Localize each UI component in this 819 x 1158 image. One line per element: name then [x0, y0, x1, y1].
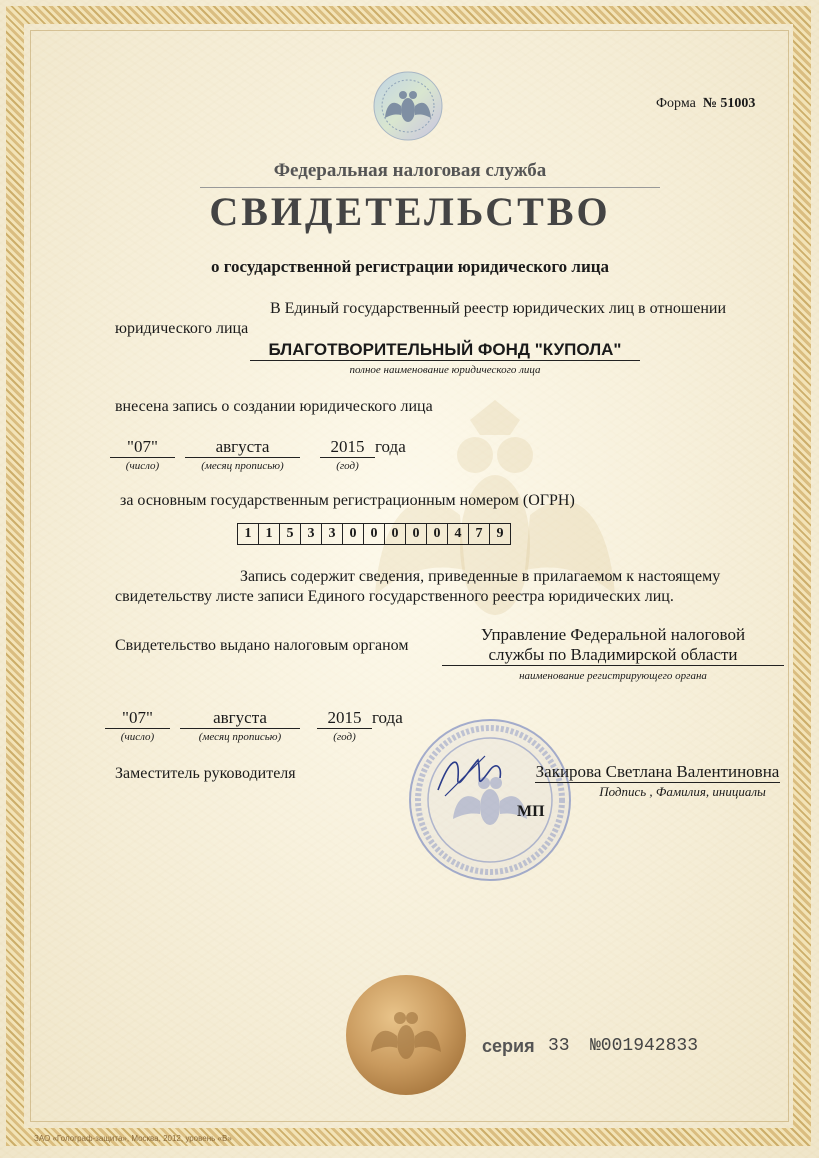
record-month-caption: (месяц прописью) — [201, 460, 284, 472]
record-text: внесена запись о создании юридического лица — [115, 398, 433, 415]
issue-year: 2015 — [317, 708, 372, 729]
serial-series: 33 — [548, 1036, 570, 1056]
document-title: СВИДЕТЕЛЬСТВО — [209, 189, 611, 234]
ogrn-digit: 0 — [405, 524, 426, 544]
gold-foil-seal-icon — [343, 972, 469, 1098]
ogrn-digit: 3 — [321, 524, 342, 544]
ogrn-label: за основным государственным регистрационным номером (ОГРН) — [120, 492, 575, 509]
issue-year-caption: (год) — [333, 731, 356, 743]
signer-position: Заместитель руководителя — [115, 765, 296, 782]
record-month: августа — [185, 437, 300, 458]
signer-name: Закирова Светлана Валентиновна — [535, 762, 780, 781]
record-year: 2015 — [320, 437, 375, 458]
record-day: "07" — [110, 437, 175, 458]
entity-name-caption: полное наименование юридического лица — [349, 364, 541, 376]
record-year-caption: (год) — [336, 460, 359, 472]
ogrn-digit: 0 — [384, 524, 405, 544]
ogrn-digit: 0 — [426, 524, 447, 544]
serial-number: №001942833 — [590, 1036, 699, 1056]
signature-caption: Подпись , Фамилия, инициалы — [599, 784, 766, 799]
issue-month-caption: (месяц прописью) — [198, 731, 282, 743]
hologram-emblem-icon — [372, 70, 444, 142]
ogrn-number — [237, 523, 511, 545]
issue-day-caption: (число) — [120, 731, 155, 743]
issue-day: "07" — [105, 708, 170, 729]
ogrn-digit: 1 — [258, 524, 279, 544]
issue-year-suffix: года — [372, 708, 403, 727]
form-number: Форма № 51003 — [656, 96, 756, 111]
issuer-caption: наименование регистрирующего органа — [519, 670, 707, 682]
ogrn-digit: 1 — [244, 526, 252, 541]
stamp-mark: МП — [517, 803, 545, 820]
handwritten-signature-icon — [430, 748, 510, 803]
ogrn-digit: 7 — [468, 524, 489, 544]
printer-imprint: ЗАО «Голограф-защита», Москва, 2012, уровень «В» — [34, 1134, 232, 1143]
document-subtitle: о государственной регистрации юридического лица — [210, 257, 610, 276]
ogrn-digit: 0 — [363, 524, 384, 544]
issuer-label: Свидетельство выдано налоговым органом — [115, 637, 409, 654]
agency-name: Федеральная налоговая служба — [273, 160, 547, 181]
issuer-name-line1: Управление Федеральной налоговой — [480, 625, 746, 644]
entity-intro-line2: юридического лица — [115, 320, 249, 337]
ogrn-digit: 5 — [279, 524, 300, 544]
note-line1: Запись содержит сведения, приведенные в прилагаемом к настоящему — [240, 568, 721, 585]
entity-intro-line1: В Единый государственный реестр юридических лиц в отношении — [270, 300, 727, 317]
ogrn-digit: 4 — [447, 524, 468, 544]
note-line2: свидетельству листе записи Единого государственного реестра юридических лиц. — [115, 588, 674, 605]
ogrn-digit: 9 — [489, 524, 510, 544]
record-day-caption: (число) — [125, 460, 160, 472]
ogrn-digit: 3 — [300, 524, 321, 544]
record-year-suffix: года — [375, 437, 406, 456]
serial-label: серия — [482, 1036, 535, 1056]
issue-month: августа — [180, 708, 300, 729]
entity-name: БЛАГОТВОРИТЕЛЬНЫЙ ФОНД "КУПОЛА" — [250, 340, 640, 361]
ogrn-digit: 0 — [342, 524, 363, 544]
issuer-name-line2: службы по Владимирской области — [442, 645, 784, 666]
